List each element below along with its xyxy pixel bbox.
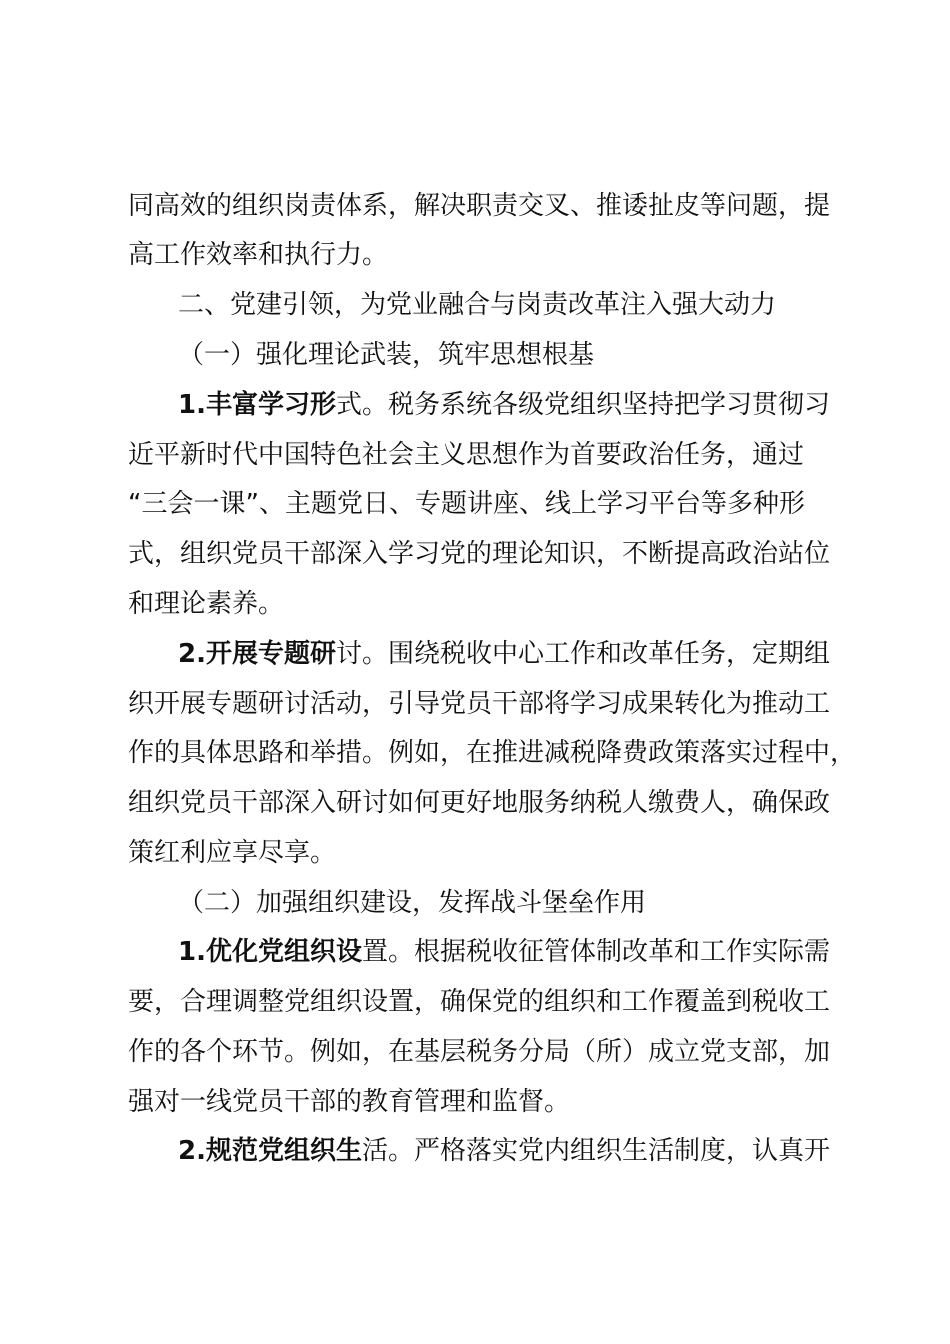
- paragraph-line: [128, 833, 950, 873]
- item-lead-text: 1.优化党组织设: [178, 937, 362, 967]
- item-lead-text: 2.开展专题研: [178, 639, 336, 669]
- paragraph-line: [128, 1082, 950, 1122]
- item-heading-line: [178, 1131, 950, 1171]
- paragraph-line: [128, 783, 950, 823]
- section-heading: [178, 285, 950, 325]
- paragraph-line-2: [128, 235, 950, 275]
- line-text: 近平新时代中国特色社会主义思想作为首要政治任务，通过: [128, 440, 805, 470]
- paragraph-line: [128, 1032, 950, 1072]
- item-lead-text: 2.规范党组织生: [178, 1136, 362, 1166]
- line-text: 式。税务系统各级党组织坚持把学习贯彻习: [335, 390, 830, 420]
- paragraph-line: [128, 733, 950, 773]
- paragraph-line: [128, 484, 950, 524]
- line-text: 同高效的组织岗责体系，解决职责交叉、推诿扯皮等问题，提: [128, 191, 831, 221]
- line-text: 讨。围绕税收中心工作和改革任务，定期组: [335, 639, 830, 669]
- paragraph-line: [128, 982, 950, 1022]
- subsection-heading-2: [178, 883, 950, 923]
- paragraph-line: [128, 584, 950, 624]
- heading-text: （二）加强组织建设，发挥战斗堡垒作用: [178, 888, 647, 918]
- line-text: 要，合理调整党组织设置，确保党的组织和工作覆盖到税收工: [128, 987, 831, 1017]
- item-heading-line: [178, 634, 950, 674]
- line-text: 作的具体思路和举措。例如，在推进减税降费政策落实过程中，: [128, 738, 857, 768]
- paragraph-line: [128, 684, 950, 724]
- item-heading-line: [178, 385, 950, 425]
- line-text: 作的各个环节。例如，在基层税务分局（所）成立党支部，加: [128, 1037, 831, 1067]
- paragraph-line-1: [128, 186, 950, 226]
- item-lead-text: 1.丰富学习形: [178, 390, 336, 420]
- subsection-heading-1: [178, 335, 950, 375]
- paragraph-line: [128, 435, 950, 475]
- heading-text: （一）强化理论武装，筑牢思想根基: [178, 340, 595, 370]
- line-text: 活。严格落实党内组织生活制度，认真开: [361, 1136, 830, 1166]
- line-text: 强对一线党员干部的教育管理和监督。: [128, 1087, 571, 1117]
- heading-text: 二、党建引领，为党业融合与岗责改革注入强大动力: [178, 290, 777, 320]
- line-text: 策红利应享尽享。: [128, 838, 337, 868]
- line-text: 置。根据税收征管体制改革和工作实际需: [361, 937, 830, 967]
- line-text: 组织党员干部深入研讨如何更好地服务纳税人缴费人，确保政: [128, 788, 831, 818]
- paragraph-line: [128, 534, 950, 574]
- line-text: 织开展专题研讨活动，引导党员干部将学习成果转化为推动工: [128, 689, 831, 719]
- line-text: 和理论素养。: [128, 589, 285, 619]
- item-heading-line: [178, 932, 950, 972]
- line-text: 式，组织党员干部深入学习党的理论知识，不断提高政治站位: [128, 539, 831, 569]
- line-text: “三会一课”、主题党日、专题讲座、线上学习平台等多种形: [128, 489, 805, 519]
- line-text: 高工作效率和执行力。: [128, 240, 389, 270]
